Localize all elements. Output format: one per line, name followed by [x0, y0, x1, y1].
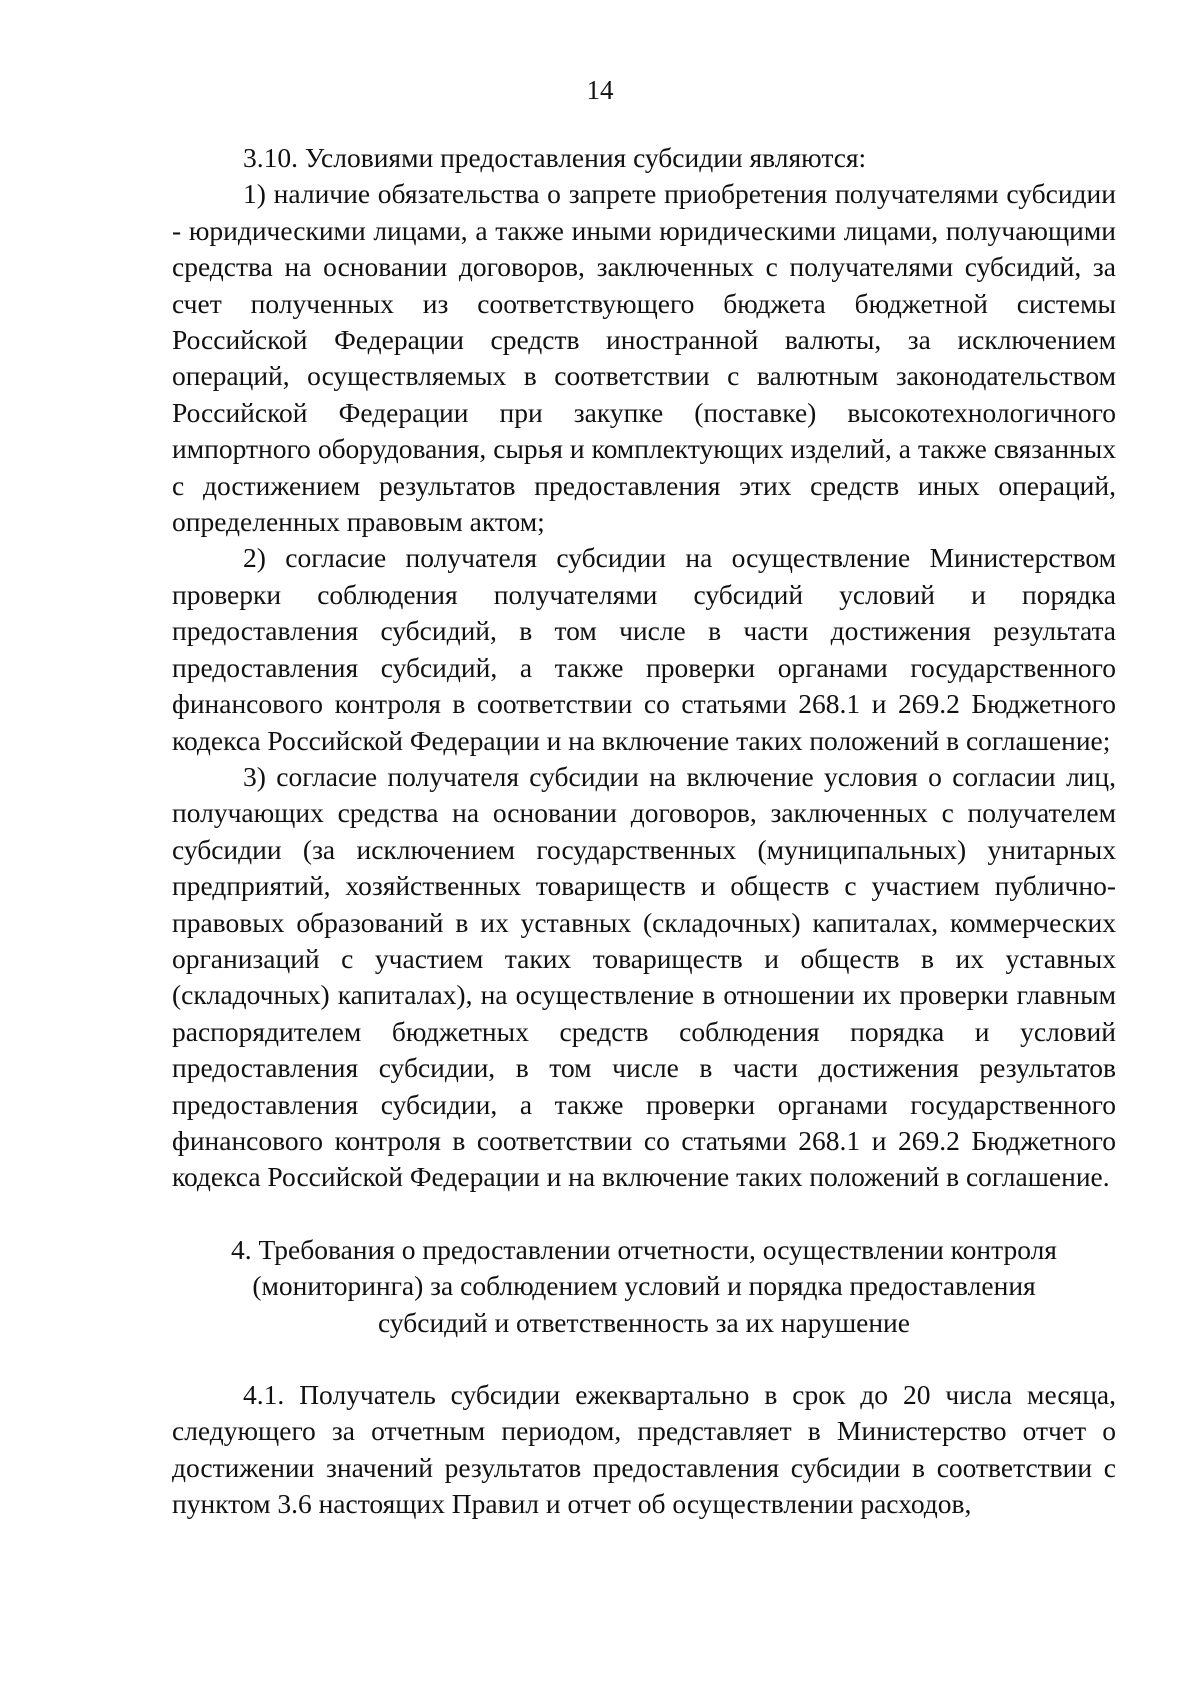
paragraph-condition-2: 2) согласие получателя субсидии на осуществление Министерством проверки соблюдения получателями субсидий условий и порядка предоставления субсидий, в том числе в части достижения результата предоставления субсидий, а также проверки органами государственного финансового контроля в соответствии со статьями 268.1 и 269.2 Бюджетного кодекса Российской Федерации и на включение таких положений в соглашение; [172, 542, 1116, 756]
section-4-heading [172, 1232, 1116, 1341]
section-4-heading-line-1: 4. Требования о предоставлении отчетности, осуществлении контроля [231, 1233, 1057, 1265]
document-body [172, 140, 1116, 1523]
page-number: 14 [586, 75, 614, 105]
section-4-heading-line-3: субсидий и ответственность за их нарушение [378, 1306, 910, 1338]
paragraph-3-10-intro: 3.10. Условиями предоставления субсидии являются: [243, 142, 867, 173]
section-4-heading-line-2: (мониторинга) за соблюдением условий и порядка предоставления [252, 1270, 1036, 1302]
paragraph-condition-1: 1) наличие обязательства о запрете приобретения получателями субсидии - юридическими лицами, а также иными юридическими лицами, получающими средства на основании договоров, заключенных с получателями субсидий, за счет полученных из соответствующего бюджета бюджетной системы Российской Федерации средств иностранной валюты, за исключением операций, осуществляемых в соответствии с валютным законодательством Российской Федерации при закупке (поставке) высокотехнологичного импортного оборудования, сырья и комплектующих изделий, а также связанных с достижением результатов предоставления этих средств иных операций, определенных правовым актом; [172, 178, 1116, 538]
paragraph-4-1: 4.1. Получатель субсидии ежеквартально в срок до 20 числа месяца, следующего за отчетным периодом, представляет в Министерство отчет о достижении значений результатов предоставления субсидии в соответствии с пунктом 3.6 настоящих Правил и отчет об осуществлении расходов, [172, 1379, 1116, 1520]
paragraph-condition-3: 3) согласие получателя субсидии на включение условия о согласии лиц, получающих средства на основании договоров, заключенных с получателем субсидии (за исключением государственных (муниципальных) унитарных предприятий, хозяйственных товариществ и обществ с участием публично-правовых образований в их уставных (складочных) капиталах, коммерческих организаций с участием таких товариществ и обществ в их уставных (складочных) капиталах), на осуществление в отношении их проверки главным распорядителем бюджетных средств соблюдения порядка и условий предоставления субсидии, в том числе в части достижения результатов предоставления субсидии, а также проверки органами государственного финансового контроля в соответствии со статьями 268.1 и 269.2 Бюджетного кодекса Российской Федерации и на включение таких положений в соглашение. [172, 760, 1116, 1193]
